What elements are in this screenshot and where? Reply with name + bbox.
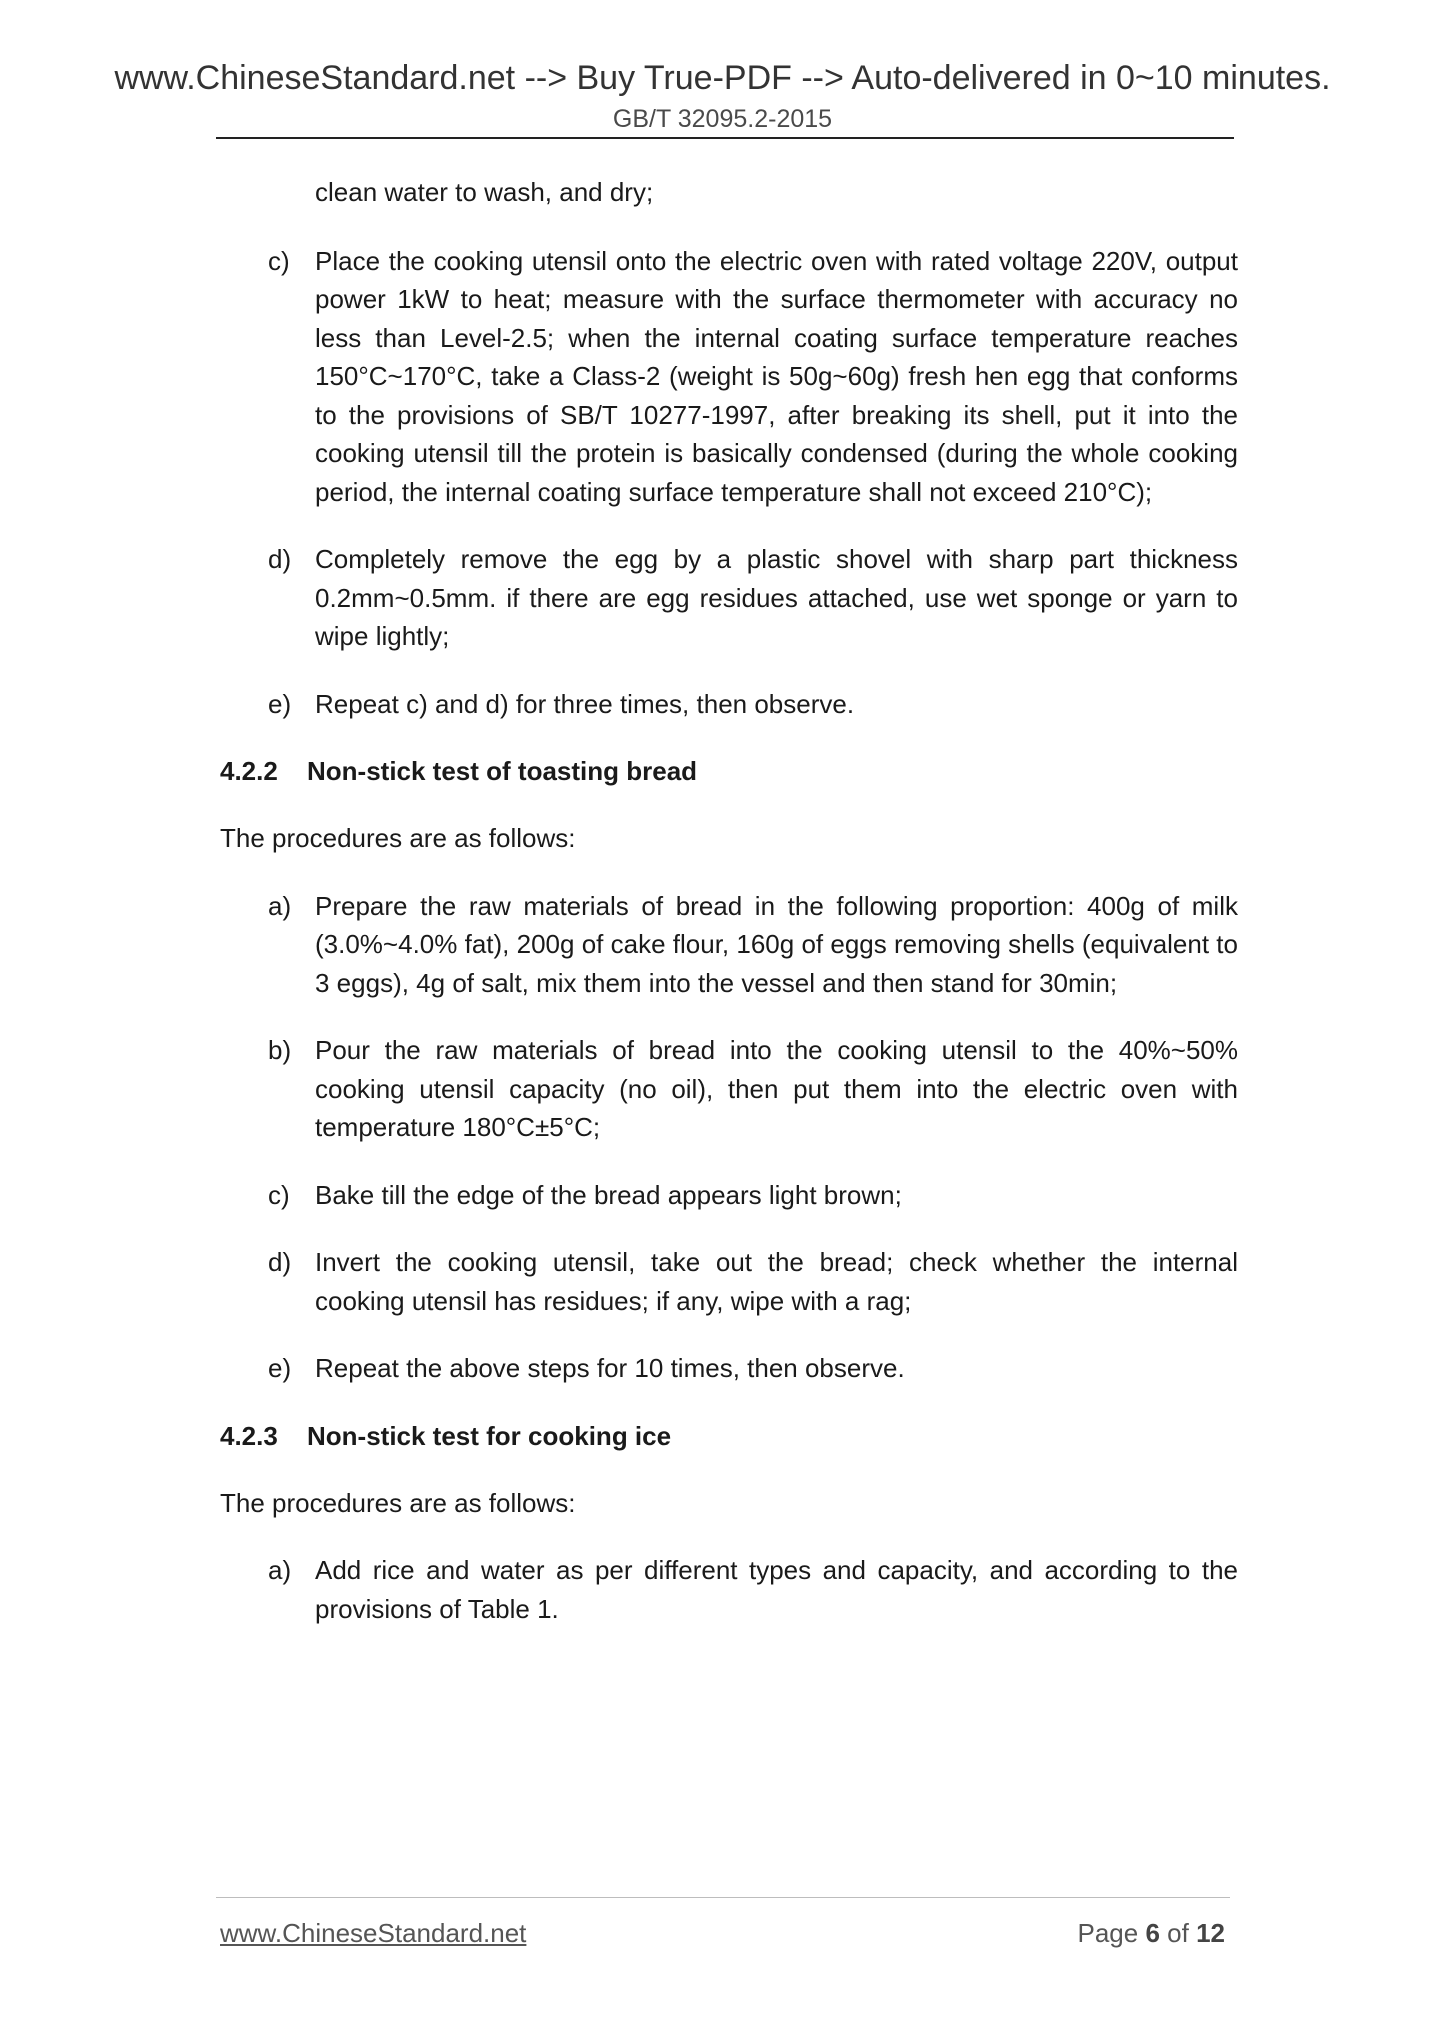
list-item	[220, 1551, 1238, 1628]
list-item	[220, 242, 1238, 512]
list-item	[220, 1176, 1238, 1215]
list-marker: c)	[268, 245, 290, 276]
list-marker: a)	[268, 1555, 292, 1585]
list-marker: e)	[268, 688, 292, 719]
footer-divider	[216, 1897, 1230, 1898]
section-number: 4.2.3	[220, 1420, 278, 1451]
section-number: 4.2.2	[220, 756, 278, 786]
site-banner: www.ChineseStandard.net --> Buy True-PDF --> Auto-delivered in 0~10 minutes.	[114, 59, 1331, 97]
list-marker: d)	[268, 1247, 292, 1277]
list-item-text: Prepare the raw materials of bread in the following proportion: 400g of milk (3.0%~4.0% fat), 200g of cake flour, 160g of eggs removing shells (equivalent to 3 eggs), 4g of salt, mix them into the vessel and then stand for 30min;	[315, 890, 1238, 998]
list-item-text: Pour the raw materials of bread into the cooking utensil to the 40%~50% cooking utensil capacity (no oil), then put them into the electric oven with temperature 180°C±5°C;	[315, 1035, 1238, 1142]
page-content	[220, 173, 1238, 1657]
section-title: Non-stick test for cooking ice	[307, 1420, 672, 1451]
list-item	[220, 1349, 1238, 1388]
list-item-text: Repeat c) and d) for three times, then observe.	[315, 688, 855, 719]
list-item-text: Repeat the above steps for 10 times, then observe.	[315, 1353, 905, 1383]
page-total: 12	[1196, 1918, 1225, 1948]
page-indicator	[1077, 1917, 1225, 1949]
section-intro: The procedures are as follows:	[220, 823, 576, 853]
standard-code: GB/T 32095.2-2015	[612, 105, 833, 133]
list-item	[220, 540, 1238, 656]
list-item	[220, 1243, 1238, 1320]
list-item-text: Invert the cooking utensil, take out the bread; check whether the internal cooking utensil has residues; if any, wipe with a rag;	[315, 1247, 1238, 1316]
list-marker: a)	[268, 890, 292, 921]
list-item	[220, 1031, 1238, 1147]
section-heading-4-2-2	[220, 752, 1238, 790]
page-of: of	[1167, 1918, 1189, 1948]
page-current: 6	[1145, 1918, 1160, 1948]
list-item-text: Add rice and water as per different types and capacity, and according to the provisions of Table 1.	[315, 1555, 1238, 1624]
list-item-text: Bake till the edge of the bread appears light brown;	[315, 1179, 902, 1210]
list-marker: d)	[268, 544, 292, 574]
list-marker: e)	[268, 1353, 292, 1383]
header-divider	[216, 137, 1234, 139]
continuation-text: clean water to wash, and dry;	[315, 177, 654, 207]
list-item	[220, 685, 1238, 724]
list-marker: b)	[268, 1035, 292, 1065]
section-title: Non-stick test of toasting bread	[307, 756, 698, 786]
list-item	[220, 887, 1238, 1003]
list-item-text: Completely remove the egg by a plastic shovel with sharp part thickness 0.2mm~0.5mm. if there are egg residues attached, use wet sponge or yarn to wipe lightly;	[315, 544, 1238, 651]
section-intro: The procedures are as follows:	[220, 1487, 576, 1518]
list-item-text: Place the cooking utensil onto the electric oven with rated voltage 220V, output power 1kW to heat; measure with the surface thermometer with accuracy no less than Level-2.5; when the internal coating surface temperature reaches 150°C~170°C, take a Class-2 (weight is 50g~60g) fresh hen egg that conforms to the provisions of SB/T 10277-1997, after breaking its shell, put it into the cooking utensil till the protein is basically condensed (during the whole cooking period, the internal coating surface temperature shall not exceed 210°C);	[315, 245, 1238, 507]
section-heading-4-2-3	[220, 1417, 1238, 1455]
footer-site-link[interactable]: www.ChineseStandard.net	[220, 1918, 527, 1948]
page-prefix: Page	[1077, 1918, 1139, 1948]
list-marker: c)	[268, 1179, 290, 1210]
